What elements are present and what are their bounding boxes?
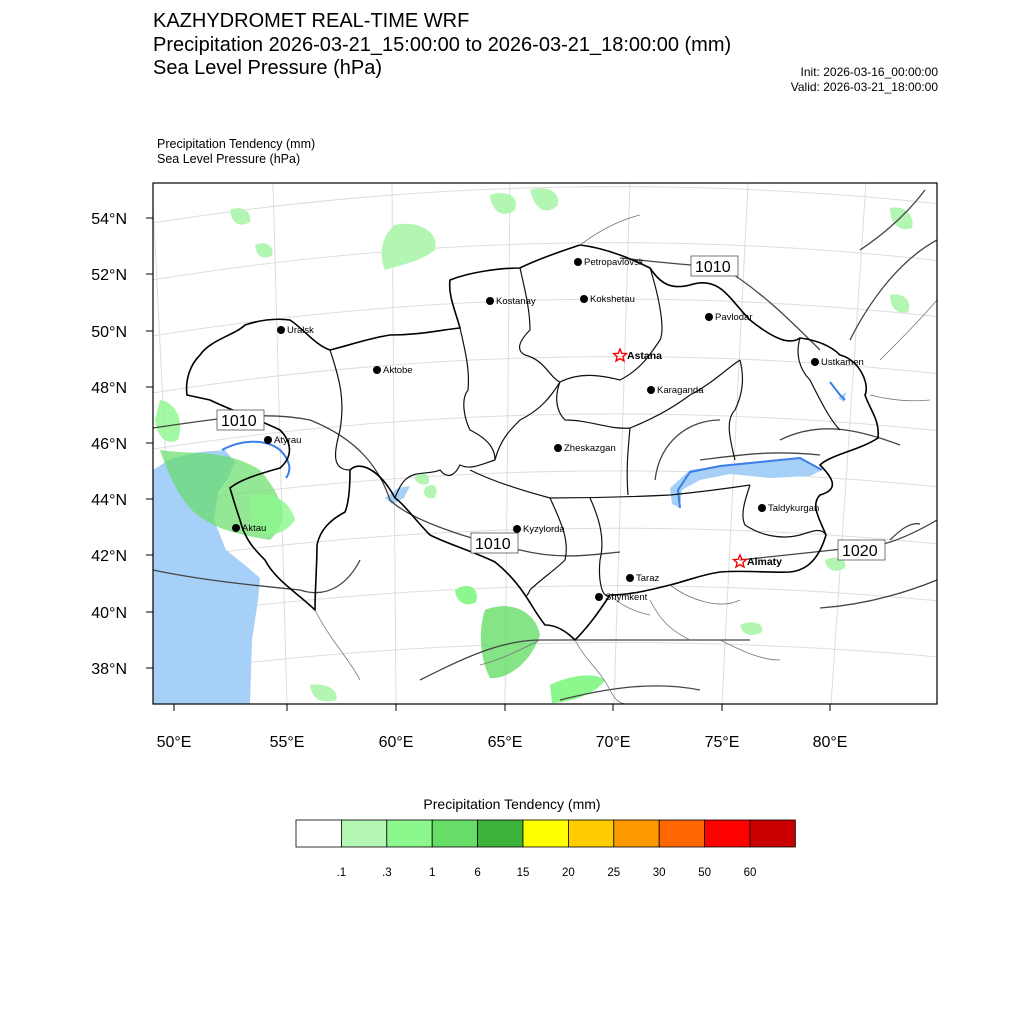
map-frame: [153, 183, 937, 704]
lat-label: 42°N: [91, 548, 127, 565]
init-time: Init: 2026-03-16_00:00:00: [800, 65, 938, 79]
colorbar-swatch: [478, 820, 523, 847]
lon-label: 50°E: [156, 734, 192, 751]
isobar-label: 1010: [221, 413, 257, 430]
city-kostanay: [486, 296, 536, 307]
colorbar-swatch: [341, 820, 386, 847]
lon-ticks: [174, 704, 830, 711]
svg-text:Aktobe: Aktobe: [383, 365, 413, 376]
svg-text:Karaganda: Karaganda: [657, 385, 704, 396]
svg-text:Shymkent: Shymkent: [605, 592, 648, 603]
colorbar-tick-label: 20: [561, 867, 575, 879]
colorbar-swatch: [568, 820, 613, 847]
map-layers: [140, 183, 950, 705]
colorbar: [296, 820, 795, 847]
lat-label: 52°N: [91, 267, 127, 284]
svg-text:Kokshetau: Kokshetau: [590, 294, 635, 305]
lat-label: 40°N: [91, 605, 127, 622]
field-label-slp: Sea Level Pressure (hPa): [157, 152, 301, 166]
lon-label: 55°E: [269, 734, 305, 751]
svg-text:Pavlodar: Pavlodar: [715, 312, 753, 323]
lat-label: 48°N: [91, 380, 127, 397]
colorbar-swatch: [750, 820, 795, 847]
field-label-precip: Precipitation Tendency (mm): [157, 137, 316, 151]
svg-text:Almaty: Almaty: [747, 556, 783, 568]
svg-text:Astana: Astana: [627, 350, 663, 362]
colorbar-tick-label: 50: [698, 867, 711, 879]
colorbar-swatch: [296, 820, 341, 847]
lon-label: 75°E: [704, 734, 740, 751]
svg-text:Kostanay: Kostanay: [496, 296, 536, 307]
lat-ticks: [146, 218, 153, 668]
lat-label: 50°N: [91, 324, 127, 341]
colorbar-tick-label: .3: [382, 867, 392, 879]
lon-labels: [157, 734, 848, 751]
city-karaganda: [647, 385, 704, 396]
city-pavlodar: [705, 312, 753, 323]
lon-label: 65°E: [487, 734, 523, 751]
chart-title-precipitation: Precipitation 2026-03-21_15:00:00 to 2026-03-21_18:00:00 (mm): [153, 34, 732, 56]
lat-label: 46°N: [91, 436, 127, 453]
colorbar-swatch: [432, 820, 477, 847]
balkhash-lake: [670, 458, 822, 508]
isobar-label: 1020: [842, 543, 878, 560]
colorbar-swatch: [614, 820, 659, 847]
lat-label: 54°N: [91, 211, 127, 228]
lon-label: 80°E: [812, 734, 848, 751]
colorbar-tick-label: 25: [607, 867, 621, 879]
svg-text:Atyrau: Atyrau: [274, 435, 302, 446]
capital-star-icon: [734, 555, 747, 567]
lon-label: 60°E: [378, 734, 414, 751]
colorbar-tick-label: 60: [743, 867, 757, 879]
city-taldykurgan: [758, 503, 819, 514]
lat-label: 44°N: [91, 492, 127, 509]
neighbor-borders: [315, 215, 937, 704]
isobar-label: 1010: [695, 259, 731, 276]
city-taraz: [626, 573, 659, 584]
city-markers: [232, 257, 864, 603]
city-astana: [614, 349, 663, 362]
lon-label: 70°E: [595, 734, 631, 751]
colorbar-swatch: [523, 820, 568, 847]
colorbar-tick-label: 30: [652, 867, 666, 879]
city-shymkent: [595, 592, 648, 603]
svg-text:Ustkamen: Ustkamen: [821, 357, 864, 368]
isobar-label: 1010: [475, 536, 511, 553]
svg-text:Zheskazgan: Zheskazgan: [564, 443, 616, 454]
svg-text:Kyzylorda: Kyzylorda: [523, 524, 565, 535]
city-uralsk: [277, 325, 314, 336]
city-zheskazgan: [554, 443, 616, 454]
valid-time: Valid: 2026-03-21_18:00:00: [790, 80, 938, 94]
city-almaty: [734, 555, 783, 568]
city-ustkamen: [811, 357, 864, 368]
provincial-borders: [330, 268, 840, 596]
chart-title-pressure: Sea Level Pressure (hPa): [153, 57, 383, 79]
colorbar-title: Precipitation Tendency (mm): [423, 796, 601, 812]
colorbar-tick-label: 15: [516, 867, 530, 879]
colorbar-swatch: [659, 820, 704, 847]
svg-text:Taldykurgan: Taldykurgan: [768, 503, 820, 514]
isobar-labels: [217, 256, 885, 560]
chart-title: KAZHYDROMET REAL-TIME WRF: [153, 10, 470, 32]
city-aktobe: [373, 365, 413, 376]
colorbar-swatch: [387, 820, 432, 847]
colorbar-tick-label: .1: [336, 867, 347, 879]
svg-text:Uralsk: Uralsk: [287, 325, 314, 336]
colorbar-tick-label: 1: [428, 867, 436, 879]
svg-text:Aktau: Aktau: [242, 523, 267, 534]
svg-text:Petropavlovsk: Petropavlovsk: [584, 257, 644, 268]
precipitation-areas: [155, 188, 913, 703]
colorbar-swatch: [705, 820, 750, 847]
lat-label: 38°N: [91, 661, 127, 678]
city-petropavlovsk: [574, 257, 644, 268]
colorbar-tick-label: 6: [474, 867, 481, 879]
lat-labels: [91, 211, 127, 678]
graticule: [140, 183, 950, 705]
city-kyzylorda: [513, 524, 565, 535]
svg-text:Taraz: Taraz: [636, 573, 660, 584]
lake-shores: [222, 382, 845, 508]
